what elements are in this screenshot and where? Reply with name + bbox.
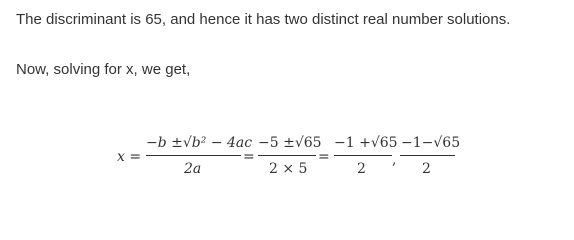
equals-sign-2: =	[318, 149, 330, 165]
root-plus-numerator: −1 +√65	[334, 135, 398, 151]
quadratic-formula-denominator: 2a	[184, 161, 202, 177]
equation-lhs: x =	[117, 149, 142, 165]
quadratic-formula-numerator: −b ±√b² − 4ac	[146, 135, 253, 151]
equals-sign-1: =	[243, 149, 255, 165]
substituted-numerator: −5 ±√65	[258, 135, 322, 151]
substituted-denominator: 2 × 5	[269, 161, 308, 177]
root-minus-numerator: −1−√65	[401, 135, 461, 151]
substituted-fraction-bar	[258, 155, 316, 156]
root-minus-denominator: 2	[422, 161, 431, 177]
discriminant-paragraph: The discriminant is 65, and hence it has two distinct real number solutions.	[16, 11, 511, 28]
root-plus-fraction-bar	[334, 155, 392, 156]
root-plus-denominator: 2	[357, 161, 366, 177]
roots-separator-comma: ,	[392, 152, 397, 168]
solving-paragraph: Now, solving for x, we get,	[16, 61, 191, 78]
quadratic-formula-fraction-bar	[146, 155, 241, 156]
root-minus-fraction-bar	[400, 155, 455, 156]
